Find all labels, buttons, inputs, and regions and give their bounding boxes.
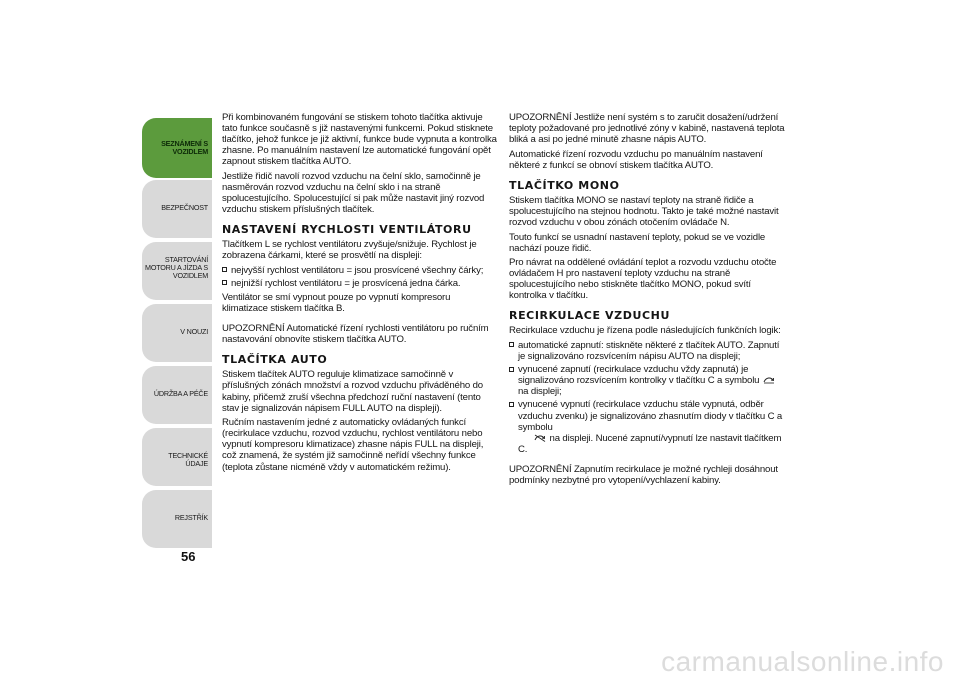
paragraph: Touto funkcí se usnadní nastavení teploty, pokud se ve vozidle nachází pouze řidič. bbox=[509, 231, 766, 254]
tab-label-line1: SEZNÁMENÍ S bbox=[161, 139, 208, 148]
tab-technicke-udaje[interactable] bbox=[142, 428, 212, 486]
tab-rejstrik[interactable] bbox=[142, 490, 212, 548]
list-item-text: na displeji. Nucené zapnutí/vypnutí lze nastavit tlačítkem C. bbox=[518, 432, 782, 455]
tab-udrzba-a-pece[interactable] bbox=[142, 366, 212, 424]
tab-label-line3: VOZIDLEM bbox=[172, 271, 208, 280]
tab-bezpecnost[interactable] bbox=[142, 180, 212, 238]
tab-label-line2: VOZIDLEM bbox=[172, 147, 208, 156]
list-item: nejnižší rychlost ventilátoru = je prosvícená jedna čárka. bbox=[222, 278, 498, 289]
chapter-sidebar bbox=[142, 118, 212, 548]
list-item: automatické zapnutí: stiskněte některé z tlačítek AUTO. Zapnutí je signalizováno rozsvícením nápisu AUTO na displeji; bbox=[509, 340, 785, 362]
list-item-text: vynucené zapnutí (recirkulace vzduchu vždy zapnutá) je signalizováno rozsvícením kontrolky v tlačítku C a symbolu bbox=[518, 364, 760, 387]
page-number: 56 bbox=[181, 549, 196, 564]
section-heading-recirculation: RECIRKULACE VZDUCHU bbox=[509, 309, 670, 323]
right-column bbox=[509, 112, 785, 489]
tab-label-line1: V NOUZI bbox=[180, 327, 208, 336]
warning-note: UPOZORNĚNÍ Jestliže není systém s to zaručit dosažení/udržení teploty požadované pro jednotlivé zóny v kabině, nastavená teplota bliká a asi po jedné minutě zhasne nápis AUTO. bbox=[509, 112, 785, 146]
warning-note: UPOZORNĚNÍ Automatické řízení rychlosti ventilátoru po ručním nastavování obnovíte stiskem tlačítka AUTO. bbox=[222, 323, 489, 346]
tab-startovani[interactable] bbox=[142, 242, 212, 300]
tab-label-line1: TECHNICKÉ ÚDAJE bbox=[168, 451, 208, 468]
left-column bbox=[222, 112, 498, 476]
list-item-text: na displeji; bbox=[518, 386, 562, 398]
tab-v-nouzi[interactable] bbox=[142, 304, 212, 362]
paragraph: Tlačítkem L se rychlost ventilátoru zvyšuje/snižuje. Rychlost je zobrazena čárkami, které se prosvětlí na displeji: bbox=[222, 239, 477, 262]
section-heading-mono: TLAČÍTKO MONO bbox=[509, 178, 620, 192]
section-heading-fan-speed: NASTAVENÍ RYCHLOSTI VENTILÁTORU bbox=[222, 223, 472, 237]
paragraph: Recirkulace vzduchu je řízena podle následujících funkčních logik: bbox=[509, 325, 781, 337]
list-item-text: vynucené vypnutí (recirkulace vzduchu stále vypnutá, odběr vzduchu zvenku) je signalizováno zhasnutím diody v tlačítku C a symbolu bbox=[518, 399, 783, 433]
tab-label-line1: ÚDRŽBA A PÉČE bbox=[153, 389, 208, 398]
recirculation-off-icon bbox=[534, 434, 546, 442]
tab-label-line1: BEZPEČNOST bbox=[161, 203, 208, 212]
tab-label-line1: REJSTŘÍK bbox=[174, 513, 208, 522]
list-item bbox=[509, 364, 785, 397]
tab-label-line2: MOTORU A JÍZDA S bbox=[145, 263, 208, 272]
paragraph: Automatické řízení rozvodu vzduchu po manuálním nastavení některé z funkcí se obnoví stiskem tlačítka AUTO. bbox=[509, 148, 763, 171]
tab-label-line1: STARTOVÁNÍ bbox=[164, 255, 208, 264]
paragraph: Stiskem tlačítka MONO se nastaví teploty na straně řidiče a spolucestujícího na stejnou hodnotu. Takto je také možné nastavit rozvod vzduchu v obou zónách otočením ovládače N. bbox=[509, 194, 779, 229]
paragraph: Pro návrat na oddělené ovládání teplot a rozvodu vzduchu otočte ovládačem H pro nastavení teploty vzduchu na straně spolucestujícího nebo stiskněte tlačítko MONO, pokud svítí kontrolka v tlačítku. bbox=[509, 257, 777, 302]
warning-note: UPOZORNĚNÍ Zapnutím recirkulace je možné rychleji dosáhnout podmínky nezbytné pro vytopení/vychlazení kabiny. bbox=[509, 463, 778, 486]
section-heading-auto: TLAČÍTKA AUTO bbox=[222, 353, 328, 367]
list-item: nejvyšší rychlost ventilátoru = jsou prosvícené všechny čárky; bbox=[222, 265, 498, 276]
paragraph: Ventilátor se smí vypnout pouze po vypnutí kompresoru klimatizace stiskem tlačítka B. bbox=[222, 292, 451, 315]
watermark: carmanualsonline.info bbox=[661, 646, 944, 677]
paragraph: Při kombinovaném fungování se stiskem tohoto tlačítka aktivuje tato funkce současně s již nastavenými funkcemi. Pokud stisknete tlačítko, jehož funkce je již aktivní, funkce bude vypnuta a kontrolka zhasne. Po manuálním nastavení lze automatické fungování opět zapnout stiskem tlačítka AUTO. bbox=[222, 112, 497, 168]
paragraph: Jestliže řidič navolí rozvod vzduchu na čelní sklo, samočinně je nasměrován rozvod vzduchu na čelní sklo i na straně spolucestujícího. Spolucestující si pak může nastavit jiný rozvod vzduchu stiskem příslušných tlačítek. bbox=[222, 170, 485, 216]
paragraph: Stiskem tlačítek AUTO reguluje klimatizace samočinně v příslušných zónách množství a rozvod vzduchu přiváděného do kabiny, přičemž zruší všechna předchozí ruční nastavení (tento stav je signalizován nápisem FULL AUTO na displeji). bbox=[222, 369, 483, 414]
tab-seznameni-s-vozidlem[interactable] bbox=[142, 118, 212, 178]
paragraph: Ručním nastavením jedné z automaticky ovládaných funkcí (recirkulace vzduchu, rozvod vzduchu, rychlost ventilátoru nebo vypnutí kompresoru klimatizace) zhasne nápis FULL na displeji, což znamená, že systém již samočinně neřídí všechny funkce (teplota zůstane nicméně vždy v automatickém režimu). bbox=[222, 417, 484, 473]
recirculation-on-icon bbox=[763, 376, 775, 384]
list-item bbox=[509, 399, 785, 454]
